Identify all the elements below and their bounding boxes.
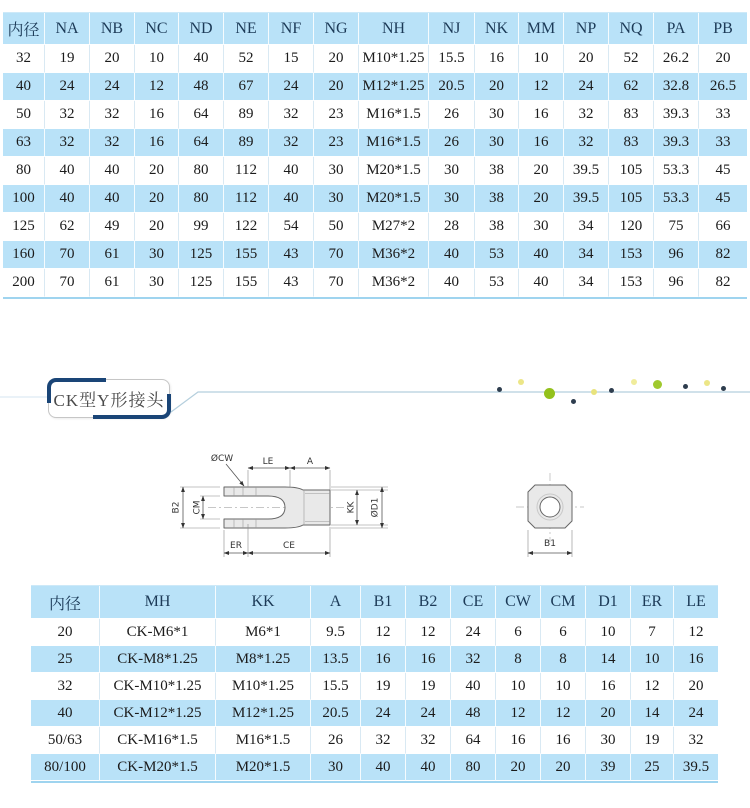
table-cell: 30 bbox=[519, 213, 564, 241]
table-row bbox=[3, 269, 747, 297]
table-cell: 30 bbox=[135, 241, 179, 269]
table-cell: 40 bbox=[269, 185, 314, 213]
table-cell: 39.5 bbox=[674, 754, 718, 781]
column-header: NB bbox=[90, 13, 135, 45]
table-cell: M27*2 bbox=[359, 213, 429, 241]
column-header: NE bbox=[224, 13, 269, 45]
table-row bbox=[3, 45, 747, 73]
table-cell: 64 bbox=[179, 101, 224, 129]
table-cell: 125 bbox=[179, 269, 224, 297]
table-cell: 40 bbox=[179, 45, 224, 73]
ck-joint-dimensions-table bbox=[31, 585, 718, 783]
table-cell: 32 bbox=[674, 727, 718, 754]
table-cell: 16 bbox=[519, 129, 564, 157]
table-cell: 80 bbox=[179, 157, 224, 185]
table-cell: 112 bbox=[224, 157, 269, 185]
table-cell: M20*1.5 bbox=[216, 754, 311, 781]
table-cell: 16 bbox=[586, 673, 631, 700]
table-row bbox=[31, 673, 718, 700]
table-cell: 39.5 bbox=[564, 157, 609, 185]
table-header-row bbox=[3, 13, 747, 45]
column-header: CE bbox=[451, 586, 496, 619]
table-cell: 122 bbox=[224, 213, 269, 241]
table-cell: 7 bbox=[631, 619, 674, 646]
table-cell: 25 bbox=[631, 754, 674, 781]
table-cell: 20 bbox=[314, 45, 359, 73]
table-cell: 19 bbox=[631, 727, 674, 754]
table-cell: 153 bbox=[609, 241, 654, 269]
table-cell: 32 bbox=[90, 129, 135, 157]
dim-label-b1: B1 bbox=[544, 539, 556, 549]
column-header: NA bbox=[45, 13, 90, 45]
table-cell: 80 bbox=[179, 185, 224, 213]
table-cell: 38 bbox=[475, 157, 519, 185]
table-cell: 30 bbox=[429, 157, 475, 185]
table-cell: 8 bbox=[496, 646, 541, 673]
table-cell: 30 bbox=[475, 101, 519, 129]
table-cell: 125 bbox=[3, 213, 45, 241]
decorative-dot bbox=[721, 386, 726, 391]
dim-label-cw: ØCW bbox=[210, 454, 234, 464]
table-cell: 80 bbox=[3, 157, 45, 185]
column-header: A bbox=[311, 586, 361, 619]
table-row bbox=[31, 754, 718, 781]
table-cell: 20 bbox=[314, 73, 359, 101]
table-cell: 80 bbox=[451, 754, 496, 781]
column-header: D1 bbox=[586, 586, 631, 619]
table-cell: 32 bbox=[45, 101, 90, 129]
table-cell: 16 bbox=[519, 101, 564, 129]
column-header: NQ bbox=[609, 13, 654, 45]
dim-label-kk: KK bbox=[346, 501, 357, 514]
table-cell: 16 bbox=[541, 727, 586, 754]
table-cell: 19 bbox=[45, 45, 90, 73]
pin-hole bbox=[540, 497, 560, 517]
table-cell: 24 bbox=[451, 619, 496, 646]
table-cell: 23 bbox=[314, 101, 359, 129]
table-cell: M36*2 bbox=[359, 269, 429, 297]
column-header: PA bbox=[654, 13, 699, 45]
table-cell: 30 bbox=[586, 727, 631, 754]
table-cell: CK-M16*1.5 bbox=[100, 727, 216, 754]
table-cell: 24 bbox=[361, 700, 406, 727]
table-cell: 100 bbox=[3, 185, 45, 213]
table-cell: 89 bbox=[224, 101, 269, 129]
table-cell: 26 bbox=[311, 727, 361, 754]
table-cell: 24 bbox=[564, 73, 609, 101]
table-cell: 16 bbox=[361, 646, 406, 673]
table-cell: 16 bbox=[674, 646, 718, 673]
table-cell: 26 bbox=[429, 129, 475, 157]
table-cell: 20 bbox=[564, 45, 609, 73]
table-cell: 16 bbox=[475, 45, 519, 73]
column-header: NH bbox=[359, 13, 429, 45]
table-cell: 49 bbox=[90, 213, 135, 241]
table-cell: 30 bbox=[311, 754, 361, 781]
table-cell: 32.8 bbox=[654, 73, 699, 101]
column-header: NG bbox=[314, 13, 359, 45]
table-cell: 15 bbox=[269, 45, 314, 73]
table-cell: 16 bbox=[406, 646, 451, 673]
table-cell: 40 bbox=[429, 269, 475, 297]
table-cell: 34 bbox=[564, 213, 609, 241]
table-cell: 20 bbox=[135, 157, 179, 185]
table-cell: 19 bbox=[406, 673, 451, 700]
table-cell: 43 bbox=[269, 269, 314, 297]
table-cell: 12 bbox=[631, 673, 674, 700]
table-cell: 26.2 bbox=[654, 45, 699, 73]
decorative-dot bbox=[497, 387, 502, 392]
table-cell: M10*1.25 bbox=[359, 45, 429, 73]
table-cell: 50 bbox=[3, 101, 45, 129]
table-row bbox=[3, 213, 747, 241]
table-cell: 32 bbox=[90, 101, 135, 129]
table-cell: 15.5 bbox=[429, 45, 475, 73]
table-cell: 15.5 bbox=[311, 673, 361, 700]
table-cell: 33 bbox=[699, 101, 747, 129]
section-title: CK型Y形接头 bbox=[53, 391, 165, 410]
decorative-dot bbox=[591, 389, 597, 395]
dim-label-a: A bbox=[306, 457, 314, 467]
table-cell: CK-M12*1.25 bbox=[100, 700, 216, 727]
table-cell: 14 bbox=[631, 700, 674, 727]
table-cell: 45 bbox=[699, 185, 747, 213]
table-cell: 12 bbox=[135, 73, 179, 101]
table-cell: 23 bbox=[314, 129, 359, 157]
table-cell: 75 bbox=[654, 213, 699, 241]
column-header: 内径 bbox=[31, 586, 100, 619]
table-cell: 40 bbox=[269, 157, 314, 185]
table-cell: 38 bbox=[475, 213, 519, 241]
table-cell: 20 bbox=[519, 157, 564, 185]
table-row bbox=[31, 646, 718, 673]
table-cell: CK-M8*1.25 bbox=[100, 646, 216, 673]
table-cell: 67 bbox=[224, 73, 269, 101]
table-cell: 26 bbox=[429, 101, 475, 129]
decorative-dot bbox=[683, 384, 688, 389]
table-cell: 48 bbox=[451, 700, 496, 727]
table-cell: 40 bbox=[519, 241, 564, 269]
table-cell: M20*1.5 bbox=[359, 157, 429, 185]
table-cell: 34 bbox=[564, 241, 609, 269]
table-cell: 50 bbox=[314, 213, 359, 241]
section-title-box bbox=[48, 379, 170, 418]
table-cell: 20 bbox=[699, 45, 747, 73]
table-cell: 30 bbox=[135, 269, 179, 297]
table-cell: 20 bbox=[496, 754, 541, 781]
dim-label-le: LE bbox=[262, 457, 274, 467]
table-cell: 53.3 bbox=[654, 185, 699, 213]
table-cell: M20*1.5 bbox=[359, 185, 429, 213]
table-cell: 16 bbox=[135, 129, 179, 157]
column-header: CM bbox=[541, 586, 586, 619]
table-cell: 40 bbox=[31, 700, 100, 727]
table-cell: 39.3 bbox=[654, 129, 699, 157]
table-cell: 39.5 bbox=[564, 185, 609, 213]
table-cell: 105 bbox=[609, 157, 654, 185]
column-header: NF bbox=[269, 13, 314, 45]
table-cell: 12 bbox=[496, 700, 541, 727]
table-cell: 9.5 bbox=[311, 619, 361, 646]
table-cell: 54 bbox=[269, 213, 314, 241]
table-cell: 19 bbox=[361, 673, 406, 700]
table-cell: 6 bbox=[541, 619, 586, 646]
table-cell: 155 bbox=[224, 269, 269, 297]
decorative-dot bbox=[653, 380, 662, 389]
table-cell: 52 bbox=[609, 45, 654, 73]
column-header: NJ bbox=[429, 13, 475, 45]
table-cell: M36*2 bbox=[359, 241, 429, 269]
table-cell: 32 bbox=[451, 646, 496, 673]
column-header: ER bbox=[631, 586, 674, 619]
table-cell: M12*1.25 bbox=[216, 700, 311, 727]
table-cell: 20.5 bbox=[429, 73, 475, 101]
column-header: NC bbox=[135, 13, 179, 45]
decorative-dot bbox=[571, 399, 576, 404]
table-cell: 20 bbox=[541, 754, 586, 781]
table-cell: M12*1.25 bbox=[359, 73, 429, 101]
column-header: KK bbox=[216, 586, 311, 619]
clevis-technical-drawing bbox=[160, 440, 640, 580]
table-cell: 40 bbox=[451, 673, 496, 700]
table-row bbox=[3, 157, 747, 185]
table-cell: 32 bbox=[269, 101, 314, 129]
table-cell: 70 bbox=[45, 269, 90, 297]
table-header-row bbox=[31, 586, 718, 619]
table-cell: M6*1 bbox=[216, 619, 311, 646]
table-cell: 45 bbox=[699, 157, 747, 185]
dim-label-d1: ØD1 bbox=[370, 497, 381, 518]
table-cell: 20 bbox=[475, 73, 519, 101]
table-cell: 24 bbox=[269, 73, 314, 101]
table-cell: 16 bbox=[135, 101, 179, 129]
table-cell: 10 bbox=[519, 45, 564, 73]
column-header: ND bbox=[179, 13, 224, 45]
table-cell: 40 bbox=[45, 157, 90, 185]
table-cell: 24 bbox=[674, 700, 718, 727]
table-cell: 20 bbox=[90, 45, 135, 73]
table-cell: 61 bbox=[90, 269, 135, 297]
decorative-dot bbox=[518, 379, 524, 385]
table-cell: 40 bbox=[519, 269, 564, 297]
table-cell: 20 bbox=[135, 185, 179, 213]
table-cell: 8 bbox=[541, 646, 586, 673]
table-cell: 30 bbox=[314, 185, 359, 213]
table-cell: 32 bbox=[564, 101, 609, 129]
dim-label-b2: B2 bbox=[171, 501, 182, 514]
table-row bbox=[31, 727, 718, 754]
table-cell: 13.5 bbox=[311, 646, 361, 673]
table-cell: 32 bbox=[564, 129, 609, 157]
table-row bbox=[3, 185, 747, 213]
table-cell: 24 bbox=[406, 700, 451, 727]
decorative-dot bbox=[704, 380, 710, 386]
table-cell: 99 bbox=[179, 213, 224, 241]
column-header: 内径 bbox=[3, 13, 45, 45]
table-cell: 26.5 bbox=[699, 73, 747, 101]
table-cell: 32 bbox=[361, 727, 406, 754]
table-cell: 12 bbox=[519, 73, 564, 101]
dim-label-ce: CE bbox=[283, 541, 295, 551]
table-cell: 16 bbox=[496, 727, 541, 754]
table-cell: 43 bbox=[269, 241, 314, 269]
table-cell: 10 bbox=[541, 673, 586, 700]
table-cell: 32 bbox=[269, 129, 314, 157]
table-cell: 120 bbox=[609, 213, 654, 241]
table-cell: M16*1.5 bbox=[359, 101, 429, 129]
table-cell: 64 bbox=[179, 129, 224, 157]
table-cell: 83 bbox=[609, 101, 654, 129]
table-cell: 39.3 bbox=[654, 101, 699, 129]
table-cell: 38 bbox=[475, 185, 519, 213]
column-header: B2 bbox=[406, 586, 451, 619]
column-header: CW bbox=[496, 586, 541, 619]
column-header: B1 bbox=[361, 586, 406, 619]
table-cell: 39 bbox=[586, 754, 631, 781]
table-cell: 63 bbox=[3, 129, 45, 157]
table-cell: M16*1.5 bbox=[216, 727, 311, 754]
column-header: LE bbox=[674, 586, 718, 619]
table-cell: 12 bbox=[406, 619, 451, 646]
table-cell: 40 bbox=[406, 754, 451, 781]
table-cell: 61 bbox=[90, 241, 135, 269]
table-cell: 14 bbox=[586, 646, 631, 673]
table-cell: 12 bbox=[674, 619, 718, 646]
table-cell: CK-M10*1.25 bbox=[100, 673, 216, 700]
table-cell: 48 bbox=[179, 73, 224, 101]
dim-label-er: ER bbox=[230, 541, 242, 551]
table-cell: 10 bbox=[631, 646, 674, 673]
table-cell: 53 bbox=[475, 269, 519, 297]
table-cell: 53 bbox=[475, 241, 519, 269]
table-row bbox=[3, 73, 747, 101]
table-cell: 40 bbox=[90, 157, 135, 185]
table-cell: CK-M20*1.5 bbox=[100, 754, 216, 781]
table-cell: 30 bbox=[429, 185, 475, 213]
table-cell: 32 bbox=[3, 45, 45, 73]
decorative-dot bbox=[631, 379, 637, 385]
column-header: MH bbox=[100, 586, 216, 619]
table-cell: M10*1.25 bbox=[216, 673, 311, 700]
decorative-dot bbox=[544, 388, 555, 399]
table-cell: 24 bbox=[90, 73, 135, 101]
table-row bbox=[31, 700, 718, 727]
table-cell: M8*1.25 bbox=[216, 646, 311, 673]
table-cell: 25 bbox=[31, 646, 100, 673]
table-cell: 64 bbox=[451, 727, 496, 754]
table-cell: 52 bbox=[224, 45, 269, 73]
column-header: NP bbox=[564, 13, 609, 45]
table-cell: 96 bbox=[654, 269, 699, 297]
table-cell: 80/100 bbox=[31, 754, 100, 781]
table-cell: 62 bbox=[609, 73, 654, 101]
table-row bbox=[31, 619, 718, 646]
table-cell: 20 bbox=[674, 673, 718, 700]
table-cell: 40 bbox=[429, 241, 475, 269]
table-cell: 82 bbox=[699, 269, 747, 297]
table-row bbox=[3, 101, 747, 129]
table-cell: 62 bbox=[45, 213, 90, 241]
table-cell: 32 bbox=[31, 673, 100, 700]
table-cell: 89 bbox=[224, 129, 269, 157]
table-cell: 28 bbox=[429, 213, 475, 241]
column-header: MM bbox=[519, 13, 564, 45]
table-cell: 20 bbox=[135, 213, 179, 241]
column-header: PB bbox=[699, 13, 747, 45]
table-cell: 6 bbox=[496, 619, 541, 646]
table-cell: M16*1.5 bbox=[359, 129, 429, 157]
column-header: NK bbox=[475, 13, 519, 45]
table-cell: 20.5 bbox=[311, 700, 361, 727]
table-cell: 50/63 bbox=[31, 727, 100, 754]
table-cell: 70 bbox=[314, 241, 359, 269]
dim-label-cm: CM bbox=[192, 500, 203, 515]
table-cell: 33 bbox=[699, 129, 747, 157]
table-cell: 40 bbox=[3, 73, 45, 101]
table-cell: 83 bbox=[609, 129, 654, 157]
table-cell: 155 bbox=[224, 241, 269, 269]
table-cell: 10 bbox=[135, 45, 179, 73]
table-cell: 12 bbox=[361, 619, 406, 646]
table-cell: 30 bbox=[314, 157, 359, 185]
decorative-dot bbox=[609, 388, 614, 393]
table-cell: 20 bbox=[519, 185, 564, 213]
table-cell: 40 bbox=[361, 754, 406, 781]
table-cell: 153 bbox=[609, 269, 654, 297]
table-row bbox=[3, 129, 747, 157]
table-cell: 66 bbox=[699, 213, 747, 241]
table-cell: 200 bbox=[3, 269, 45, 297]
table-cell: 30 bbox=[475, 129, 519, 157]
table-cell: 82 bbox=[699, 241, 747, 269]
table-cell: 10 bbox=[586, 619, 631, 646]
table-cell: 40 bbox=[45, 185, 90, 213]
table-cell: 40 bbox=[90, 185, 135, 213]
table-cell: 160 bbox=[3, 241, 45, 269]
table-cell: 20 bbox=[586, 700, 631, 727]
table-cell: 32 bbox=[406, 727, 451, 754]
table-cell: CK-M6*1 bbox=[100, 619, 216, 646]
table-cell: 32 bbox=[45, 129, 90, 157]
table-cell: 10 bbox=[496, 673, 541, 700]
table-cell: 112 bbox=[224, 185, 269, 213]
table-cell: 96 bbox=[654, 241, 699, 269]
table-cell: 70 bbox=[314, 269, 359, 297]
cylinder-dimensions-table bbox=[3, 12, 747, 299]
table-cell: 105 bbox=[609, 185, 654, 213]
table-cell: 53.3 bbox=[654, 157, 699, 185]
table-cell: 24 bbox=[45, 73, 90, 101]
table-cell: 70 bbox=[45, 241, 90, 269]
table-row bbox=[3, 241, 747, 269]
table-cell: 12 bbox=[541, 700, 586, 727]
table-cell: 20 bbox=[31, 619, 100, 646]
table-cell: 125 bbox=[179, 241, 224, 269]
table-cell: 34 bbox=[564, 269, 609, 297]
